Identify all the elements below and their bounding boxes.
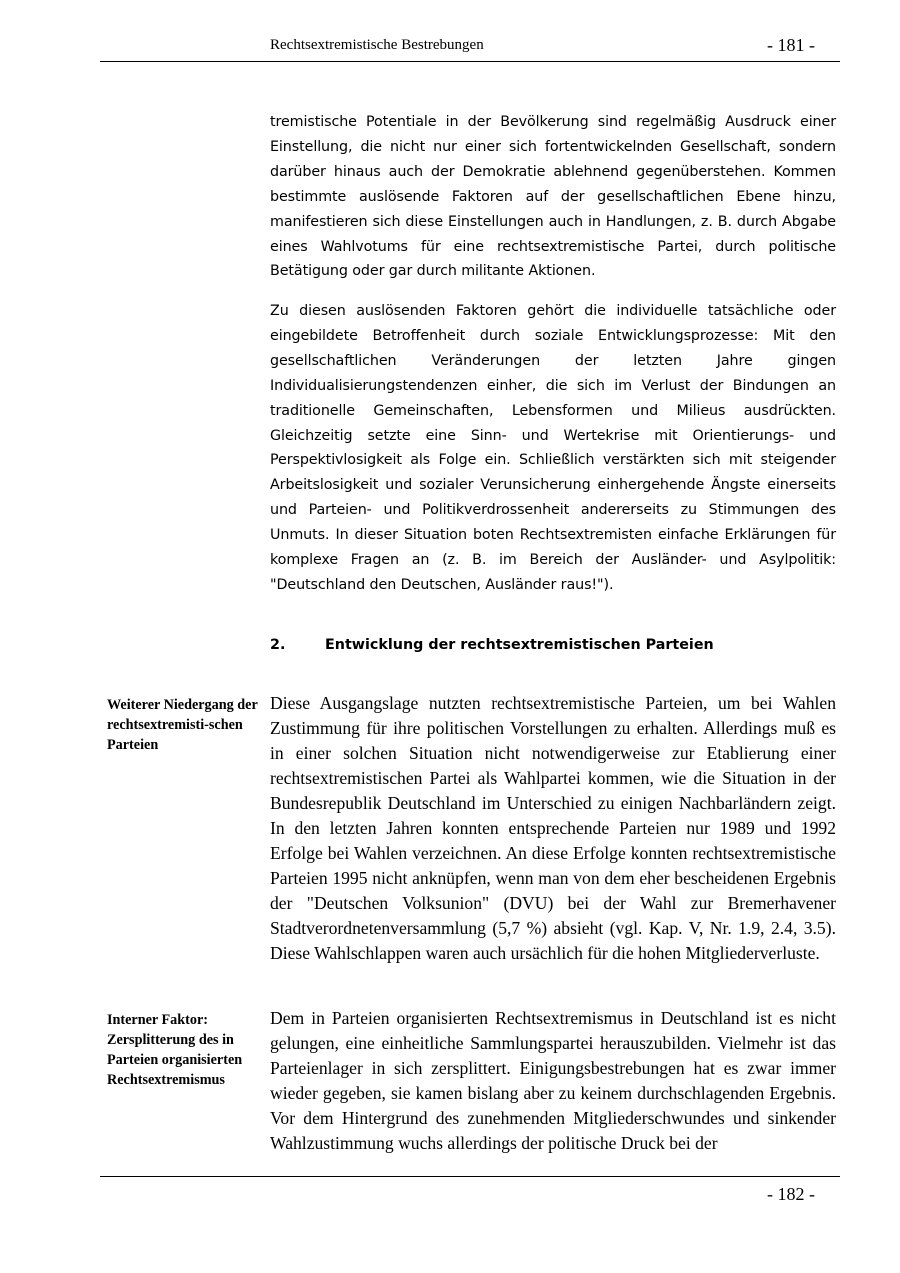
margin-note: Weiterer Niedergang der rechtsextremisti-schen Parteien	[107, 697, 258, 753]
margin-note: Interner Faktor: Zersplitterung des in Parteien organisierten Rechtsextremismus	[107, 1012, 243, 1088]
header-page-number: - 181 -	[767, 35, 815, 55]
body-paragraph: Diese Ausgangslage nutzten rechtsextremistische Parteien, um bei Wahlen Zustimmung für ihre politischen Vorstellungen zu erhalten. Allerdings muß es in einer solchen Situation nicht notwendigerweise zur Etablierung einer rechtsextremistischen Partei als Wahlpartei kommen, wie die Situation in der Bundesrepublik Deutschland im Unterschied zu einigen Nachbarländern zeigt. In den letzten Jahren konnten entsprechende Parteien nur 1989 und 1992 Erfolge bei Wahlen verzeichnen. An diese Erfolge konnten rechtsextremistische Parteien 1995 nicht anknüpfen, wenn man von dem eher bescheidenen Ergebnis der "Deutschen Volksunion" (DVU) bei der Wahl zur Bremerhavener Stadtverordnetenversammlung (5,7 %) absieht (vgl. Kap. V, Nr. 1.9, 2.4, 3.5). Diese Wahlschlappen waren auch ursächlich für die hohen Mitgliederverluste.	[270, 693, 836, 963]
running-title: Rechtsextremistische Bestrebungen	[270, 37, 484, 53]
page-header	[100, 30, 840, 62]
section-heading	[270, 637, 836, 653]
body-paragraph: tremistische Potentiale in der Bevölkerung sind regelmäßig Ausdruck einer Einstellung, die nicht nur einer sich fortentwickelnden Gesellschaft, sondern darüber hinaus auch der Demokratie ablehnend gegenüberstehen. Kommen bestimmte auslösende Faktoren auf der gesellschaftlichen Ebene hinzu, manifestieren sich diese Einstellungen auch in Handlungen, z. B. durch Abgabe eines Wahlvotums für eine rechtsextremistische Partei, durch politische Betätigung oder gar durch militante Aktionen.	[270, 114, 836, 280]
body-paragraph: Zu diesen auslösenden Faktoren gehört die individuelle tatsächliche oder eingebildete Betroffenheit durch soziale Entwicklungsprozesse: Mit den gesellschaftlichen Veränderungen der letzten Jahre gingen Individualisierungstendenzen einher, die sich im Verlust der Bindungen an traditionelle Gemeinschaften, Lebensformen und Milieus ausdrückten. Gleichzeitig setzte eine Sinn- und Wertekrise mit Orientierungs- und Perspektivlosigkeit als Folge ein. Schließlich verstärkten sich mit steigender Arbeitslosigkeit und sozialer Verunsicherung einhergehende Ängste einerseits und Parteien- und Politikverdrossenheit andererseits zu Stimmungen des Unmuts. In dieser Situation boten Rechtsextremisten einfache Erklärungen für komplexe Fragen an (z. B. im Bereich der Ausländer- und Asylpolitik: "Deutschland den Deutschen, Ausländer raus!").	[270, 303, 836, 593]
footer-page-number: - 182 -	[767, 1184, 815, 1204]
page-footer	[100, 1176, 840, 1204]
section-title: Entwicklung der rechtsextremistischen Parteien	[325, 637, 714, 653]
section-number: 2.	[270, 637, 286, 653]
body-paragraph: Dem in Parteien organisierten Rechtsextremismus in Deutschland ist es nicht gelungen, eine einheitliche Sammlungspartei herauszubilden. Vielmehr ist das Parteienlager in sich zersplittert. Einigungsbestrebungen hat es zwar immer wieder gegeben, sie kamen bislang aber zu keinem durchschlagenden Ergebnis. Vor dem Hintergrund des zunehmenden Mitgliederschwundes und sinkender Wahlzustimmung wuchs allerdings der politische Druck bei der	[270, 1008, 836, 1153]
